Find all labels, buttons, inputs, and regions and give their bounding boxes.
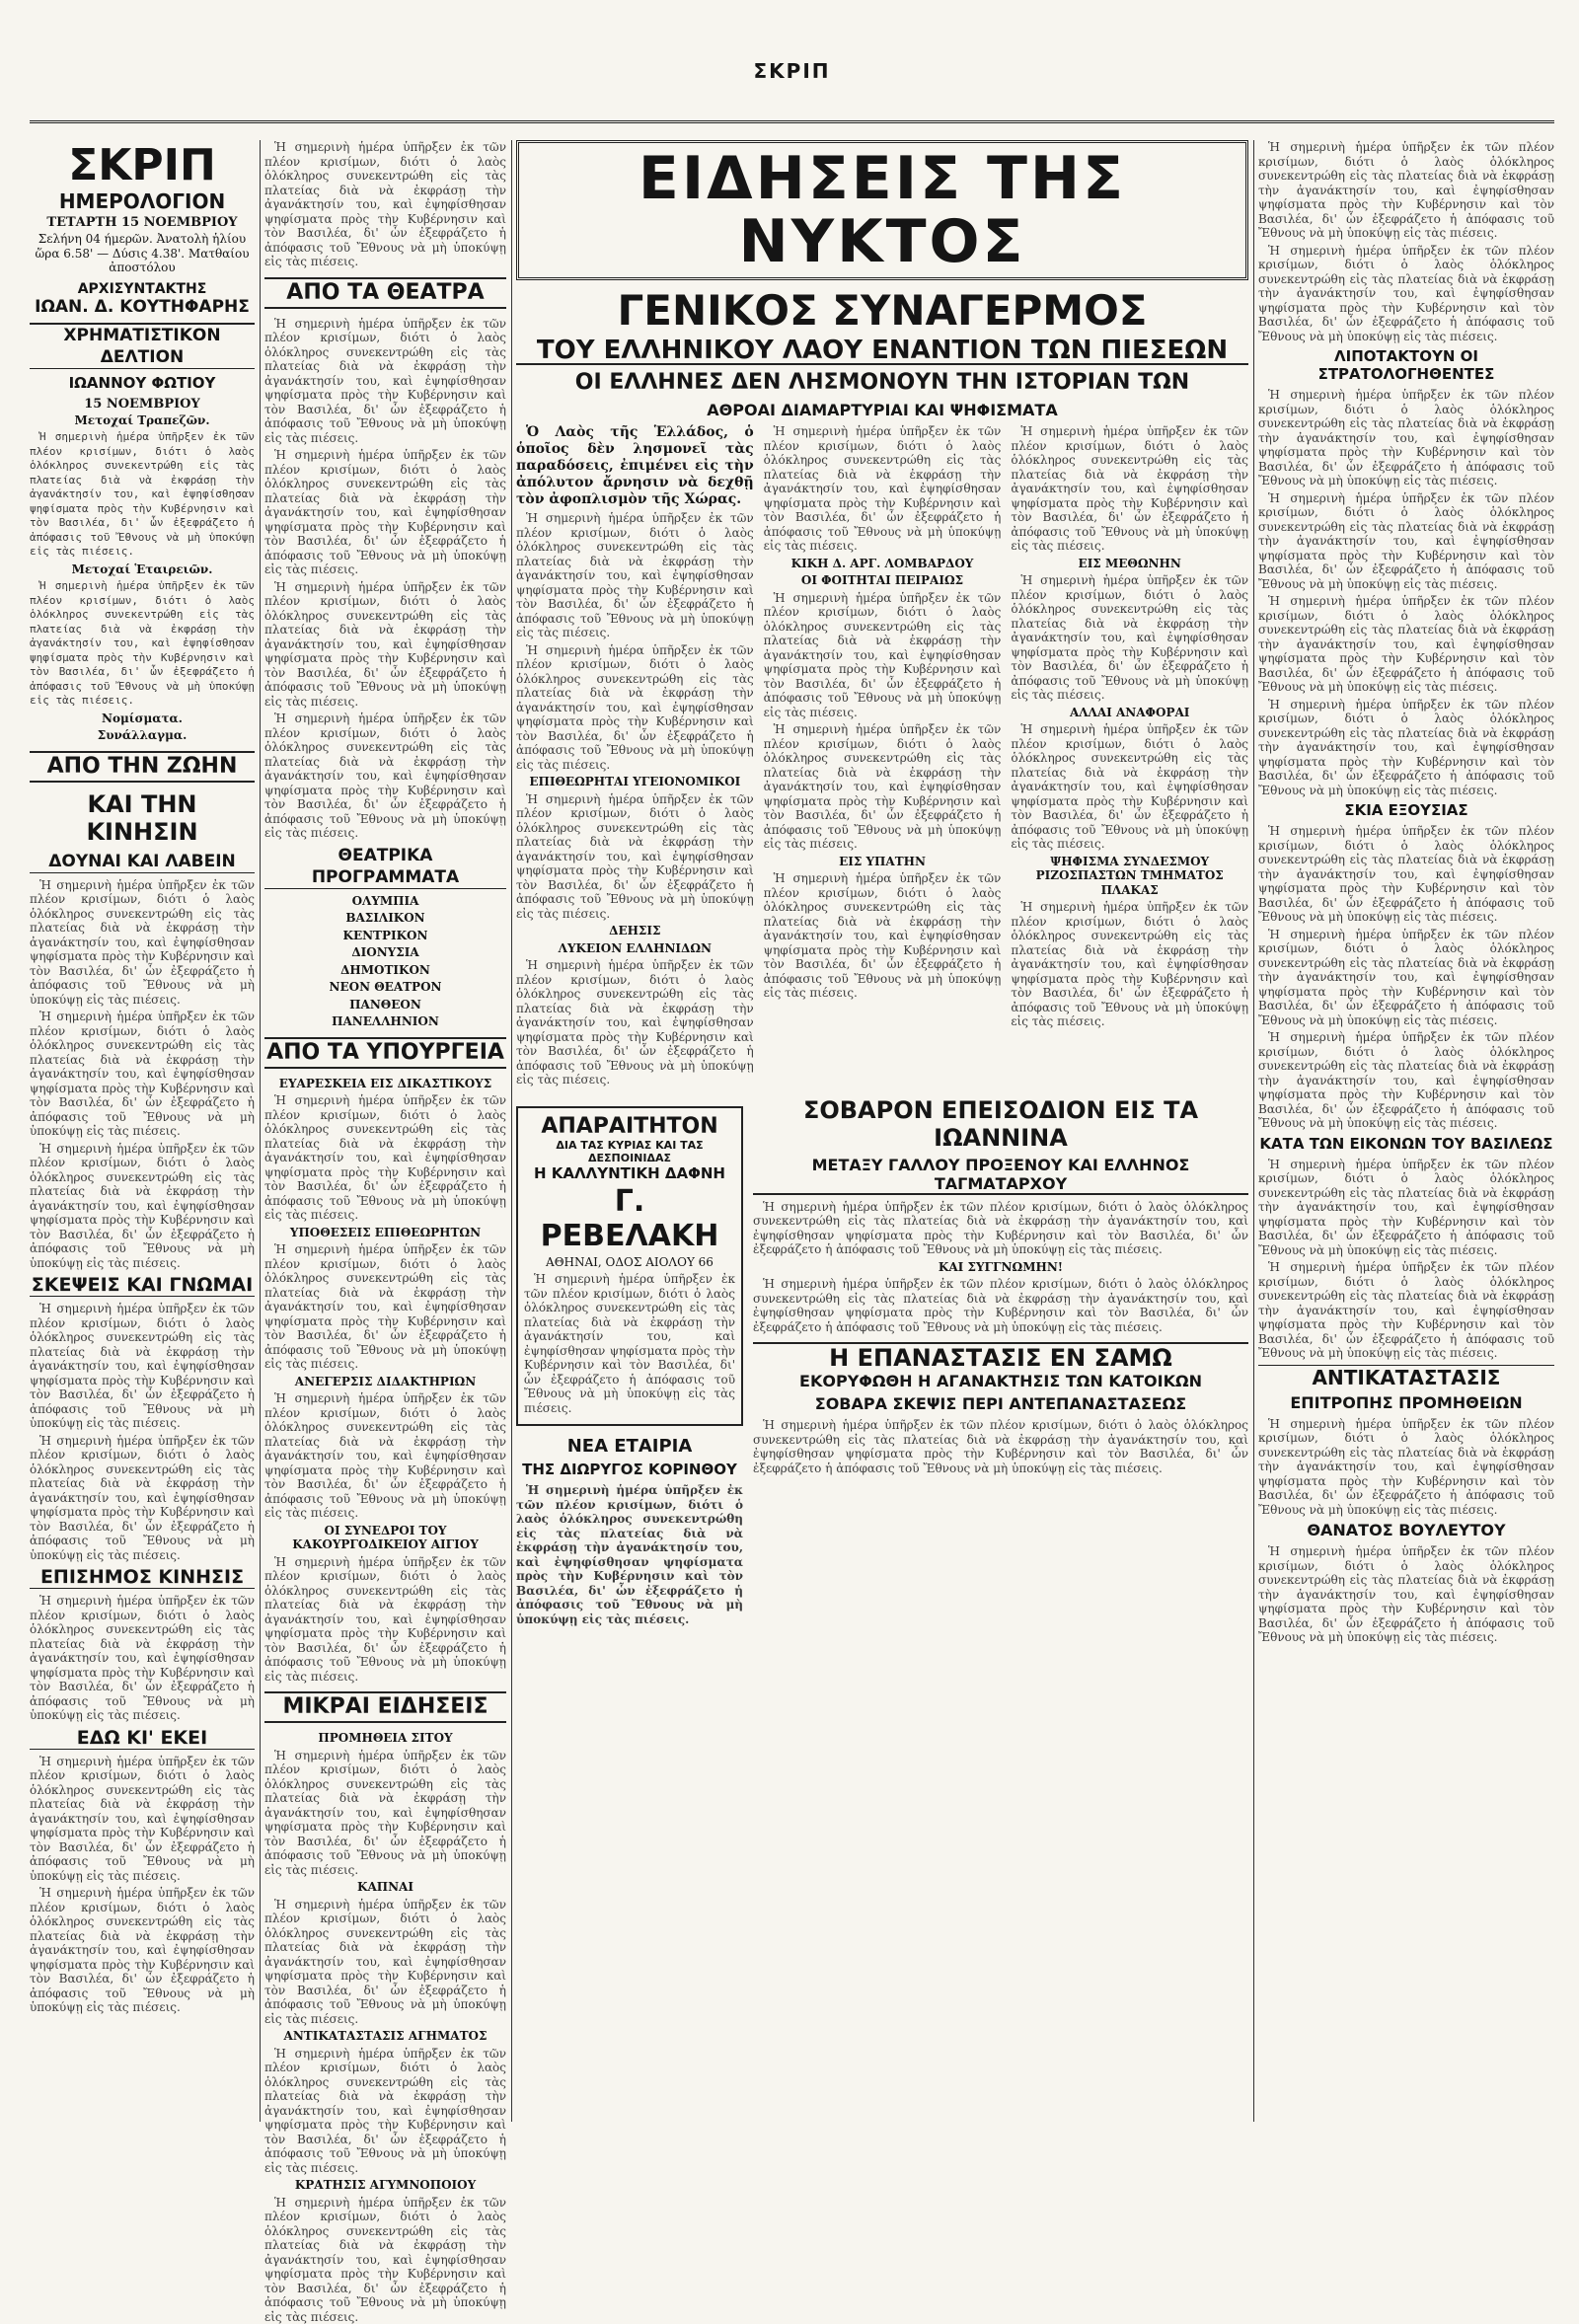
- subsection-title: ΛΥΚΕΙΟΝ ΕΛΛΗΝΙΔΩΝ: [516, 941, 754, 956]
- body-text: Ἡ σημερινὴ ἡμέρα ὑπῆρξεν ἐκ τῶν πλέον κρισίμων, διότι ὁ λαὸς ὁλόκληρος συνεκεντρώθη εἰς τὰς πλατείας διὰ νὰ ἐκφράσῃ τὴν ἀγανάκτησίν του, καὶ ἐψηφίσθησαν ψηφίσματα πρὸς τὴν Κυβέρνησιν καὶ τὸν Βασιλέα, δι' ὧν ἐξεφράζετο ἡ ἀπόφασις τοῦ Ἔθνους νὰ μὴ ὑποκύψῃ εἰς τὰς πιέσεις.: [1258, 594, 1554, 695]
- small-news-item: ΑΝΤΙΚΑΤΑΣΤΑΣΙΣ ΑΓΗΜΑΤΟΣ: [264, 2029, 506, 2044]
- company-subtitle: ΤΗΣ ΔΙΩΡΥΓΟΣ ΚΟΡΙΝΘΟΥ: [516, 1461, 743, 1478]
- body-text: Ἡ σημερινὴ ἡμέρα ὑπῆρξεν ἐκ τῶν πλέον κρισίμων, διότι ὁ λαὸς ὁλόκληρος συνεκεντρώθη εἰς τὰς πλατείας διὰ νὰ ἐκφράσῃ τὴν ἀγανάκτησίν του, καὶ ἐψηφίσθησαν ψηφίσματα πρὸς τὴν Κυβέρνησιν καὶ τὸν Βασιλέα, δι' ὧν ἐξεφράζετο ἡ ἀπόφασις τοῦ Ἔθνους νὰ μὴ ὑποκύψῃ εἰς τὰς πιέσεις.: [264, 1898, 506, 2027]
- committee-title: ΑΝΤΙΚΑΤΑΣΤΑΣΙΣ: [1258, 1365, 1554, 1389]
- small-news-item: ΠΡΟΜΗΘΕΙΑ ΣΙΤΟΥ: [264, 1731, 506, 1746]
- subsection-title: ΑΛΛΑΙ ΑΝΑΦΟΡΑΙ: [1011, 706, 1248, 720]
- life-title: ΑΠΟ ΤΗΝ ΖΩΗΝ: [30, 751, 255, 783]
- column-rule: [511, 140, 512, 2122]
- body-text: Ἡ σημερινὴ ἡμέρα ὑπῆρξεν ἐκ τῶν πλέον κρισίμων, διότι ὁ λαὸς ὁλόκληρος συνεκεντρώθη εἰς τὰς πλατείας διὰ νὰ ἐκφράσῃ τὴν ἀγανάκτησίν του, καὶ ἐψηφίσθησαν ψηφίσματα πρὸς τὴν Κυβέρνησιν καὶ τὸν Βασιλέα, δι' ὧν ἐξεφράζετο ἡ ἀπόφασις τοῦ Ἔθνους νὰ μὴ ὑποκύψῃ εἰς τὰς πιέσεις.: [1258, 928, 1554, 1028]
- subsection-title: ΕΙΣ ΥΠΑΤΗΝ: [764, 855, 1002, 869]
- ad-title: ΑΠΑΡΑΙΤΗΤΟΝ: [524, 1114, 735, 1139]
- body-text: Ἡ σημερινὴ ἡμέρα ὑπῆρξεν ἐκ τῶν πλέον κρισίμων, διότι ὁ λαὸς ὁλόκληρος συνεκεντρώθη εἰς τὰς πλατείας διὰ νὰ ἐκφράσῃ τὴν ἀγανάκτησίν του, καὶ ἐψηφίσθησαν ψηφίσματα πρὸς τὴν Κυβέρνησιν καὶ τὸν Βασιλέα, δι' ὧν ἐξεφράζετο ἡ ἀπόφασις τοῦ Ἔθνους νὰ μὴ ὑποκύψῃ εἰς τὰς πιέσεις.: [264, 1555, 506, 1685]
- body-text: Ἡ σημερινὴ ἡμέρα ὑπῆρξεν ἐκ τῶν πλέον κρισίμων, διότι ὁ λαὸς ὁλόκληρος συνεκεντρώθη εἰς τὰς πλατείας διὰ νὰ ἐκφράσῃ τὴν ἀγανάκτησίν του, καὶ ἐψηφίσθησαν ψηφίσματα πρὸς τὴν Κυβέρνησιν καὶ τὸν Βασιλέα, δι' ὧν ἐξεφράζετο ἡ ἀπόφασις τοῦ Ἔθνους νὰ μὴ ὑποκύψῃ εἰς τὰς πιέσεις.: [264, 1093, 506, 1223]
- column-left: [30, 140, 255, 2122]
- body-text: Ἡ σημερινὴ ἡμέρα ὑπῆρξεν ἐκ τῶν πλέον κρισίμων, διότι ὁ λαὸς ὁλόκληρος συνεκεντρώθη εἰς τὰς πλατείας διὰ νὰ ἐκφράσῃ τὴν ἀγανάκτησίν του, καὶ ἐψηφίσθησαν ψηφίσματα πρὸς τὴν Κυβέρνησιν καὶ τὸν Βασιλέα, δι' ὧν ἐξεφράζετο ἡ ἀπόφασις τοῦ Ἔθνους νὰ μὴ ὑποκύψῃ εἰς τὰς πιέσεις.: [30, 1594, 255, 1723]
- body-text: Ἡ σημερινὴ ἡμέρα ὑπῆρξεν ἐκ τῶν πλέον κρισίμων, διότι ὁ λαὸς ὁλόκληρος συνεκεντρώθη εἰς τὰς πλατείας διὰ νὰ ἐκφράσῃ τὴν ἀγανάκτησίν του, καὶ ἐψηφίσθησαν ψηφίσματα πρὸς τὴν Κυβέρνησιν καὶ τὸν Βασιλέα, δι' ὧν ἐξεφράζετο ἡ ἀπόφασις τοῦ Ἔθνους νὰ μὴ ὑποκύψῃ εἰς τὰς πιέσεις.: [1011, 900, 1248, 1029]
- subsection-title: ΕΙΣ ΜΕΘΩΝΗΝ: [1011, 557, 1248, 571]
- column-main: [516, 140, 1248, 2122]
- subsection-title: ΔΕΗΣΙΣ: [516, 924, 754, 938]
- body-text: Ἡ σημερινὴ ἡμέρα ὑπῆρξεν ἐκ τῶν πλέον κρισίμων, διότι ὁ λαὸς ὁλόκληρος συνεκεντρώθη εἰς τὰς πλατείας διὰ νὰ ἐκφράσῃ τὴν ἀγανάκτησίν του, καὶ ἐψηφίσθησαν ψηφίσματα πρὸς τὴν Κυβέρνησιν καὶ τὸν Βασιλέα, δι' ὧν ἐξεφράζετο ἡ ἀπόφασις τοῦ Ἔθνους νὰ μὴ ὑποκύψῃ εἰς τὰς πιέσεις.: [264, 2196, 506, 2324]
- signature: ΚΙΚΗ Δ. ΑΡΓ. ΛΟΜΒΑΡΔΟΥ: [764, 557, 1002, 571]
- lower-columns: [516, 1096, 1248, 1630]
- lead-column-a: [516, 424, 754, 1090]
- finance-title: ΧΡΗΜΑΤΙΣΤΙΚΟΝ ΔΕΛΤΙΟΝ: [30, 323, 255, 369]
- theatre-name: ΠΑΝΕΛΛΗΝΙΟΝ: [264, 1014, 506, 1029]
- here-there-title: ΕΔΩ ΚΙ' ΕΚΕΙ: [30, 1727, 255, 1750]
- ad-name: Γ. ΡΕΒΕΛΑΚΗ: [524, 1184, 735, 1253]
- body-text: Ἡ σημερινὴ ἡμέρα ὑπῆρξεν ἐκ τῶν πλέον κρισίμων, διότι ὁ λαὸς ὁλόκληρος συνεκεντρώθη εἰς τὰς πλατείας διὰ νὰ ἐκφράσῃ τὴν ἀγανάκτησίν του, καὶ ἐψηφίσθησαν ψηφίσματα πρὸς τὴν Κυβέρνησιν καὶ τὸν Βασιλέα, δι' ὧν ἐξεφράζετο ἡ ἀπόφασις τοῦ Ἔθνους νὰ μὴ ὑποκύψῃ εἰς τὰς πιέσεις.: [753, 1200, 1248, 1257]
- subsection-title: ΕΠΙΘΕΩΡΗΤΑΙ ΥΓΕΙΟΝΟΜΙΚΟΙ: [516, 775, 754, 789]
- body-text: Ἡ σημερινὴ ἡμέρα ὑπῆρξεν ἐκ τῶν πλέον κρισίμων, διότι ὁ λαὸς ὁλόκληρος συνεκεντρώθη εἰς τὰς πλατείας διὰ νὰ ἐκφράσῃ τὴν ἀγανάκτησίν του, καὶ ἐψηφίσθησαν ψηφίσματα πρὸς τὴν Κυβέρνησιν καὶ τὸν Βασιλέα, δι' ὧν ἐξεφράζετο ἡ ἀπόφασις τοῦ Ἔθνους νὰ μὴ ὑποκύψῃ εἰς τὰς πιέσεις.: [264, 1749, 506, 1878]
- official-title: ΕΠΙΣΗΜΟΣ ΚΙΝΗΣΙΣ: [30, 1566, 255, 1589]
- column-second: [264, 140, 506, 2122]
- column-right: [1258, 140, 1554, 2122]
- body-text: Ἡ σημερινὴ ἡμέρα ὑπῆρξεν ἐκ τῶν πλέον κρισίμων, διότι ὁ λαὸς ὁλόκληρος συνεκεντρώθη εἰς τὰς πλατείας διὰ νὰ ἐκφράσῃ τὴν ἀγανάκτησίν του, καὶ ἐψηφίσθησαν ψηφίσματα πρὸς τὴν Κυβέρνησιν καὶ τὸν Βασιλέα, δι' ὧν ἐξεφράζετο ἡ ἀπόφασις τοῦ Ἔθνους νὰ μὴ ὑποκύψῃ εἰς τὰς πιέσεις.: [516, 1483, 743, 1626]
- body-text: Ἡ σημερινὴ ἡμέρα ὑπῆρξεν ἐκ τῶν πλέον κρισίμων, διότι ὁ λαὸς ὁλόκληρος συνεκεντρώθη εἰς τὰς πλατείας διὰ νὰ ἐκφράσῃ τὴν ἀγανάκτησίν του, καὶ ἐψηφίσθησαν ψηφίσματα πρὸς τὴν Κυβέρνησιν καὶ τὸν Βασιλέα, δι' ὧν ἐξεφράζετο ἡ ἀπόφασις τοῦ Ἔθνους νὰ μὴ ὑποκύψῃ εἰς τὰς πιέσεις.: [264, 1391, 506, 1521]
- body-text: Ἡ σημερινὴ ἡμέρα ὑπῆρξεν ἐκ τῶν πλέον κρισίμων, διότι ὁ λαὸς ὁλόκληρος συνεκεντρώθη εἰς τὰς πλατείας διὰ νὰ ἐκφράσῃ τὴν ἀγανάκτησίν του, καὶ ἐψηφίσθησαν ψηφίσματα πρὸς τὴν Κυβέρνησιν καὶ τὸν Βασιλέα, δι' ὧν ἐξεφράζετο ἡ ἀπόφασις τοῦ Ἔθνους νὰ μὴ ὑποκύψῃ εἰς τὰς πιέσεις.: [264, 712, 506, 841]
- ioannina-article: [753, 1096, 1248, 1630]
- column-rule: [260, 140, 261, 2122]
- body-text: Ἡ σημερινὴ ἡμέρα ὑπῆρξεν ἐκ τῶν πλέον κρισίμων, διότι ὁ λαὸς ὁλόκληρος συνεκεντρώθη εἰς τὰς πλατείας διὰ νὰ ἐκφράσῃ τὴν ἀγανάκτησίν του, καὶ ἐψηφίσθησαν ψηφίσματα πρὸς τὴν Κυβέρνησιν καὶ τὸν Βασιλέα, δι' ὧν ἐξεφράζετο ἡ ἀπόφασις τοῦ Ἔθνους νὰ μὴ ὑποκύψῃ εἰς τὰς πιέσεις.: [764, 424, 1002, 554]
- life-subtitle: ΚΑΙ ΤΗΝ ΚΙΝΗΣΙΝ: [30, 790, 255, 846]
- body-text: Ἡ σημερινὴ ἡμέρα ὑπῆρξεν ἐκ τῶν πλέον κρισίμων, διότι ὁ λαὸς ὁλόκληρος συνεκεντρώθη εἰς τὰς πλατείας διὰ νὰ ἐκφράσῃ τὴν ἀγανάκτησίν του, καὶ ἐψηφίσθησαν ψηφίσματα πρὸς τὴν Κυβέρνησιν καὶ τὸν Βασιλέα, δι' ὧν ἐξεφράζετο ἡ ἀπόφασις τοῦ Ἔθνους νὰ μὴ ὑποκύψῃ εἰς τὰς πιέσεις.: [264, 1242, 506, 1372]
- ioannina-side: ΚΑΙ ΣΥΓΓΝΩΜΗΝ!: [753, 1260, 1248, 1275]
- icons-title: ΚΑΤΑ ΤΩΝ ΕΙΚΟΝΩΝ ΤΟΥ ΒΑΣΙΛΕΩΣ: [1258, 1135, 1554, 1153]
- body-text: Ἡ σημερινὴ ἡμέρα ὑπῆρξεν ἐκ τῶν πλέον κρισίμων, διότι ὁ λαὸς ὁλόκληρος συνεκεντρώθη εἰς τὰς πλατείας διὰ νὰ ἐκφράσῃ τὴν ἀγανάκτησίν του, καὶ ἐψηφίσθησαν ψηφίσματα πρὸς τὴν Κυβέρνησιν καὶ τὸν Βασιλέα, δι' ὧν ἐξεφράζετο ἡ ἀπόφασις τοῦ Ἔθνους νὰ μὴ ὑποκύψῃ εἰς τὰς πιέσεις.: [1258, 1158, 1554, 1258]
- body-text: Ἡ σημερινὴ ἡμέρα ὑπῆρξεν ἐκ τῶν πλέον κρισίμων, διότι ὁ λαὸς ὁλόκληρος συνεκεντρώθη εἰς τὰς πλατείας διὰ νὰ ἐκφράσῃ τὴν ἀγανάκτησίν του, καὶ ἐψηφίσθησαν ψηφίσματα πρὸς τὴν Κυβέρνησιν καὶ τὸν Βασιλέα, δι' ὧν ἐξεφράζετο ἡ ἀπόφασις τοῦ Ἔθνους νὰ μὴ ὑποκύψῃ εἰς τὰς πιέσεις.: [764, 591, 1002, 720]
- body-text: Ἡ σημερινὴ ἡμέρα ὑπῆρξεν ἐκ τῶν πλέον κρισίμων, διότι ὁ λαὸς ὁλόκληρος συνεκεντρώθη εἰς τὰς πλατείας διὰ νὰ ἐκφράσῃ τὴν ἀγανάκτησίν του, καὶ ἐψηφίσθησαν ψηφίσματα πρὸς τὴν Κυβέρνησιν καὶ τὸν Βασιλέα, δι' ὧν ἐξεφράζετο ἡ ἀπόφασις τοῦ Ἔθνους νὰ μὴ ὑποκύψῃ εἰς τὰς πιέσεις.: [264, 580, 506, 710]
- body-text: Ἡ σημερινὴ ἡμέρα ὑπῆρξεν ἐκ τῶν πλέον κρισίμων, διότι ὁ λαὸς ὁλόκληρος συνεκεντρώθη εἰς τὰς πλατείας διὰ νὰ ἐκφράσῃ τὴν ἀγανάκτησίν του, καὶ ἐψηφίσθησαν ψηφίσματα πρὸς τὴν Κυβέρνησιν καὶ τὸν Βασιλέα, δι' ὧν ἐξεφράζετο ἡ ἀπόφασις τοῦ Ἔθνους νὰ μὴ ὑποκύψῃ εἰς τὰς πιέσεις.: [764, 722, 1002, 852]
- column-rule: [1253, 140, 1254, 2122]
- theatre-name: ΚΕΝΤΡΙΚΟΝ: [264, 929, 506, 943]
- body-text: Ἡ σημερινὴ ἡμέρα ὑπῆρξεν ἐκ τῶν πλέον κρισίμων, διότι ὁ λαὸς ὁλόκληρος συνεκεντρώθη εἰς τὰς πλατείας διὰ νὰ ἐκφράσῃ τὴν ἀγανάκτησίν του, καὶ ἐψηφίσθησαν ψηφίσματα πρὸς τὴν Κυβέρνησιν καὶ τὸν Βασιλέα, δι' ὧν ἐξεφράζετο ἡ ἀπόφασις τοῦ Ἔθνους νὰ μὴ ὑποκύψῃ εἰς τὰς πιέσεις.: [516, 792, 754, 922]
- body-text: Ἡ σημερινὴ ἡμέρα ὑπῆρξεν ἐκ τῶν πλέον κρισίμων, διότι ὁ λαὸς ὁλόκληρος συνεκεντρώθη εἰς τὰς πλατείας διὰ νὰ ἐκφράσῃ τὴν ἀγανάκτησίν του, καὶ ἐψηφίσθησαν ψηφίσματα πρὸς τὴν Κυβέρνησιν καὶ τὸν Βασιλέα, δι' ὧν ἐξεφράζετο ἡ ἀπόφασις τοῦ Ἔθνους νὰ μὴ ὑποκύψῃ εἰς τὰς πιέσεις.: [1011, 573, 1248, 703]
- paper-name: ΣΚΡΙΠ: [30, 142, 255, 189]
- body-text: Ἡ σημερινὴ ἡμέρα ὑπῆρξεν ἐκ τῶν πλέον κρισίμων, διότι ὁ λαὸς ὁλόκληρος συνεκεντρώθη εἰς τὰς πλατείας διὰ νὰ ἐκφράσῃ τὴν ἀγανάκτησίν του, καὶ ἐψηφίσθησαν ψηφίσματα πρὸς τὴν Κυβέρνησιν καὶ τὸν Βασιλέα, δι' ὧν ἐξεφράζετο ἡ ἀπόφασις τοῦ Ἔθνους νὰ μὴ ὑποκύψῃ εἰς τὰς πιέσεις.: [1258, 1544, 1554, 1645]
- headline-1: ΓΕΝΙΚΟΣ ΣΥΝΑΓΕΡΜΟΣ: [516, 288, 1248, 334]
- newspaper-page: [30, 59, 1554, 2122]
- ad-subtitle-2: Η ΚΑΛΛΥΝΤΙΚΗ ΔΑΦΝΗ: [524, 1164, 735, 1182]
- body-text: Ἡ σημερινὴ ἡμέρα ὑπῆρξεν ἐκ τῶν πλέον κρισίμων, διότι ὁ λαὸς ὁλόκληρος συνεκεντρώθη εἰς τὰς πλατείας διὰ νὰ ἐκφράσῃ τὴν ἀγανάκτησίν του, καὶ ἐψηφίσθησαν ψηφίσματα πρὸς τὴν Κυβέρνησιν καὶ τὸν Βασιλέα, δι' ὧν ἐξεφράζετο ἡ ἀπόφασις τοῦ Ἔθνους νὰ μὴ ὑποκύψῃ εἰς τὰς πιέσεις.: [30, 579, 255, 709]
- theatre-title: ΑΠΟ ΤΑ ΘΕΑΤΡΑ: [264, 277, 506, 309]
- body-text: Ἡ σημερινὴ ἡμέρα ὑπῆρξεν ἐκ τῶν πλέον κρισίμων, διότι ὁ λαὸς ὁλόκληρος συνεκεντρώθη εἰς τὰς πλατείας διὰ νὰ ἐκφράσῃ τὴν ἀγανάκτησίν του, καὶ ἐψηφίσθησαν ψηφίσματα πρὸς τὴν Κυβέρνησιν καὶ τὸν Βασιλέα, δι' ὧν ἐξεφράζετο ἡ ἀπόφασις τοῦ Ἔθνους νὰ μὴ ὑποκύψῃ εἰς τὰς πιέσεις.: [30, 1010, 255, 1139]
- body-text: Ἡ σημερινὴ ἡμέρα ὑπῆρξεν ἐκ τῶν πλέον κρισίμων, διότι ὁ λαὸς ὁλόκληρος συνεκεντρώθη εἰς τὰς πλατείας διὰ νὰ ἐκφράσῃ τὴν ἀγανάκτησίν του, καὶ ἐψηφίσθησαν ψηφίσματα πρὸς τὴν Κυβέρνησιν καὶ τὸν Βασιλέα, δι' ὧν ἐξεφράζετο ἡ ἀπόφασις τοῦ Ἔθνους νὰ μὴ ὑποκύψῃ εἰς τὰς πιέσεις.: [264, 448, 506, 577]
- ministries-title: ΑΠΟ ΤΑ ΥΠΟΥΡΓΕΙΑ: [264, 1037, 506, 1069]
- body-text: Ἡ σημερινὴ ἡμέρα ὑπῆρξεν ἐκ τῶν πλέον κρισίμων, διότι ὁ λαὸς ὁλόκληρος συνεκεντρώθη εἰς τὰς πλατείας διὰ νὰ ἐκφράσῃ τὴν ἀγανάκτησίν του, καὶ ἐψηφίσθησαν ψηφίσματα πρὸς τὴν Κυβέρνησιν καὶ τὸν Βασιλέα, δι' ὧν ἐξεφράζετο ἡ ἀπόφασις τοῦ Ἔθνους νὰ μὴ ὑποκύψῃ εἰς τὰς πιέσεις.: [1011, 722, 1248, 852]
- committee-subtitle: ΕΠΙΤΡΟΠΗΣ ΠΡΟΜΗΘΕΙΩΝ: [1258, 1393, 1554, 1412]
- body-text: Ἡ σημερινὴ ἡμέρα ὑπῆρξεν ἐκ τῶν πλέον κρισίμων, διότι ὁ λαὸς ὁλόκληρος συνεκεντρώθη εἰς τὰς πλατείας διὰ νὰ ἐκφράσῃ τὴν ἀγανάκτησίν του, καὶ ἐψηφίσθησαν ψηφίσματα πρὸς τὴν Κυβέρνησιν καὶ τὸν Βασιλέα, δι' ὧν ἐξεφράζετο ἡ ἀπόφασις τοῦ Ἔθνους νὰ μὴ ὑποκύψῃ εἰς τὰς πιέσεις.: [753, 1418, 1248, 1475]
- body-text: Ἡ σημερινὴ ἡμέρα ὑπῆρξεν ἐκ τῶν πλέον κρισίμων, διότι ὁ λαὸς ὁλόκληρος συνεκεντρώθη εἰς τὰς πλατείας διὰ νὰ ἐκφράσῃ τὴν ἀγανάκτησίν του, καὶ ἐψηφίσθησαν ψηφίσματα πρὸς τὴν Κυβέρνησιν καὶ τὸν Βασιλέα, δι' ὧν ἐξεφράζετο ἡ ἀπόφασις τοῦ Ἔθνους νὰ μὴ ὑποκύψῃ εἰς τὰς πιέσεις.: [264, 2047, 506, 2176]
- programs-title: ΘΕΑΤΡΙΚΑ ΠΡΟΓΡΑΜΜΑΤΑ: [264, 845, 506, 889]
- theatre-name: ΠΑΝΘΕΟΝ: [264, 998, 506, 1012]
- finance-bonds: Μετοχαί Ἑταιρειῶν.: [30, 562, 255, 577]
- headline-2: ΤΟΥ ΕΛΛΗΝΙΚΟΥ ΛΑΟΥ ΕΝΑΝΤΙΟΝ ΤΩΝ ΠΙΕΣΕΩΝ: [516, 337, 1248, 365]
- body-text: Ἡ σημερινὴ ἡμέρα ὑπῆρξεν ἐκ τῶν πλέον κρισίμων, διότι ὁ λαὸς ὁλόκληρος συνεκεντρώθη εἰς τὰς πλατείας διὰ νὰ ἐκφράσῃ τὴν ἀγανάκτησίν του, καὶ ἐψηφίσθησαν ψηφίσματα πρὸς τὴν Κυβέρνησιν καὶ τὸν Βασιλέα, δι' ὧν ἐξεφράζετο ἡ ἀπόφασις τοῦ Ἔθνους νὰ μὴ ὑποκύψῃ εἰς τὰς πιέσεις.: [30, 1142, 255, 1271]
- army-title: ΛΙΠΟΤΑΚΤΟΥΝ ΟΙ ΣΤΡΑΤΟΛΟΓΗΘΕΝΤΕΣ: [1258, 347, 1554, 383]
- body-text: Ἡ σημερινὴ ἡμέρα ὑπῆρξεν ἐκ τῶν πλέον κρισίμων, διότι ὁ λαὸς ὁλόκληρος συνεκεντρώθη εἰς τὰς πλατείας διὰ νὰ ἐκφράσῃ τὴν ἀγανάκτησίν του, καὶ ἐψηφίσθησαν ψηφίσματα πρὸς τὴν Κυβέρνησιν καὶ τὸν Βασιλέα, δι' ὧν ἐξεφράζετο ἡ ἀπόφασις τοῦ Ἔθνους νὰ μὴ ὑποκύψῃ εἰς τὰς πιέσεις.: [1258, 1260, 1554, 1361]
- body-text: Ἡ σημερινὴ ἡμέρα ὑπῆρξεν ἐκ τῶν πλέον κρισίμων, διότι ὁ λαὸς ὁλόκληρος συνεκεντρώθη εἰς τὰς πλατείας διὰ νὰ ἐκφράσῃ τὴν ἀγανάκτησίν του, καὶ ἐψηφίσθησαν ψηφίσματα πρὸς τὴν Κυβέρνησιν καὶ τὸν Βασιλέα, δι' ὧν ἐξεφράζετο ἡ ἀπόφασις τοῦ Ἔθνους νὰ μὴ ὑποκύψῃ εἰς τὰς πιέσεις.: [516, 643, 754, 773]
- body-text: Ἡ σημερινὴ ἡμέρα ὑπῆρξεν ἐκ τῶν πλέον κρισίμων, διότι ὁ λαὸς ὁλόκληρος συνεκεντρώθη εἰς τὰς πλατείας διὰ νὰ ἐκφράσῃ τὴν ἀγανάκτησίν του, καὶ ἐψηφίσθησαν ψηφίσματα πρὸς τὴν Κυβέρνησιν καὶ τὸν Βασιλέα, δι' ὧν ἐξεφράζετο ἡ ἀπόφασις τοῦ Ἔθνους νὰ μὴ ὑποκύψῃ εἰς τὰς πιέσεις.: [1258, 388, 1554, 488]
- masthead: ΣΚΡΙΠ: [30, 59, 1554, 120]
- small-news-title: ΜΙΚΡΑΙ ΕΙΔΗΣΕΙΣ: [264, 1691, 506, 1723]
- body-text: Ἡ σημερινὴ ἡμέρα ὑπῆρξεν ἐκ τῶν πλέον κρισίμων, διότι ὁ λαὸς ὁλόκληρος συνεκεντρώθη εἰς τὰς πλατείας διὰ νὰ ἐκφράσῃ τὴν ἀγανάκτησίν του, καὶ ἐψηφίσθησαν ψηφίσματα πρὸς τὴν Κυβέρνησιν καὶ τὸν Βασιλέα, δι' ὧν ἐξεφράζετο ἡ ἀπόφασις τοῦ Ἔθνους νὰ μὴ ὑποκύψῃ εἰς τὰς πιέσεις.: [1258, 140, 1554, 241]
- top-rule: [30, 120, 1554, 123]
- subsection-title: ΟΙ ΦΟΙΤΗΤΑΙ ΠΕΙΡΑΙΩΣ: [764, 573, 1002, 588]
- body-text: Ἡ σημερινὴ ἡμέρα ὑπῆρξεν ἐκ τῶν πλέον κρισίμων, διότι ὁ λαὸς ὁλόκληρος συνεκεντρώθη εἰς τὰς πλατείας διὰ νὰ ἐκφράσῃ τὴν ἀγανάκτησίν του, καὶ ἐψηφίσθησαν ψηφίσματα πρὸς τὴν Κυβέρνησιν καὶ τὸν Βασιλέα, δι' ὧν ἐξεφράζετο ἡ ἀπόφασις τοῦ Ἔθνους νὰ μὴ ὑποκύψῃ εἰς τὰς πιέσεις.: [753, 1277, 1248, 1334]
- lead-columns: [516, 424, 1248, 1090]
- thoughts-title: ΣΚΕΨΕΙΣ ΚΑΙ ΓΝΩΜΑΙ: [30, 1274, 255, 1297]
- body-text: Ἡ σημερινὴ ἡμέρα ὑπῆρξεν ἐκ τῶν πλέον κρισίμων, διότι ὁ λαὸς ὁλόκληρος συνεκεντρώθη εἰς τὰς πλατείας διὰ νὰ ἐκφράσῃ τὴν ἀγανάκτησίν του, καὶ ἐψηφίσθησαν ψηφίσματα πρὸς τὴν Κυβέρνησιν καὶ τὸν Βασιλέα, δι' ὧν ἐξεφράζετο ἡ ἀπόφασις τοῦ Ἔθνους νὰ μὴ ὑποκύψῃ εἰς τὰς πιέσεις.: [1258, 491, 1554, 592]
- body-text: Ἡ σημερινὴ ἡμέρα ὑπῆρξεν ἐκ τῶν πλέον κρισίμων, διότι ὁ λαὸς ὁλόκληρος συνεκεντρώθη εἰς τὰς πλατείας διὰ νὰ ἐκφράσῃ τὴν ἀγανάκτησίν του, καὶ ἐψηφίσθησαν ψηφίσματα πρὸς τὴν Κυβέρνησιν καὶ τὸν Βασιλέα, δι' ὧν ἐξεφράζετο ἡ ἀπόφασις τοῦ Ἔθνους νὰ μὴ ὑποκύψῃ εἰς τὰς πιέσεις.: [516, 958, 754, 1087]
- theatre-name: ΒΑΣΙΛΙΚΟΝ: [264, 911, 506, 926]
- ministry-item: ΕΥΑΡΕΣΚΕΙΑ ΕΙΣ ΔΙΚΑΣΤΙΚΟΥΣ: [264, 1077, 506, 1091]
- almanac: Σελήνη 04 ήμερῶν. Ἀνατολὴ ἡλίου ὥρα 6.58' — Δύσις 4.38'. Ματθαίου ἀποστόλου: [30, 232, 255, 275]
- body-text: Ἡ σημερινὴ ἡμέρα ὑπῆρξεν ἐκ τῶν πλέον κρισίμων, διότι ὁ λαὸς ὁλόκληρος συνεκεντρώθη εἰς τὰς πλατείας διὰ νὰ ἐκφράσῃ τὴν ἀγανάκτησίν του, καὶ ἐψηφίσθησαν ψηφίσματα πρὸς τὴν Κυβέρνησιν καὶ τὸν Βασιλέα, δι' ὧν ἐξεφράζετο ἡ ἀπόφασις τοῦ Ἔθνους νὰ μὴ ὑποκύψῃ εἰς τὰς πιέσεις.: [1258, 698, 1554, 798]
- ad-revelaki: [516, 1106, 743, 1427]
- body-text: Ἡ σημερινὴ ἡμέρα ὑπῆρξεν ἐκ τῶν πλέον κρισίμων, διότι ὁ λαὸς ὁλόκληρος συνεκεντρώθη εἰς τὰς πλατείας διὰ νὰ ἐκφράσῃ τὴν ἀγανάκτησίν του, καὶ ἐψηφίσθησαν ψηφίσματα πρὸς τὴν Κυβέρνησιν καὶ τὸν Βασιλέα, δι' ὧν ἐξεφράζετο ἡ ἀπόφασις τοῦ Ἔθνους νὰ μὴ ὑποκύψῃ εἰς τὰς πιέσεις.: [30, 1755, 255, 1884]
- body-text: Ἡ σημερινὴ ἡμέρα ὑπῆρξεν ἐκ τῶν πλέον κρισίμων, διότι ὁ λαὸς ὁλόκληρος συνεκεντρώθη εἰς τὰς πλατείας διὰ νὰ ἐκφράσῃ τὴν ἀγανάκτησίν του, καὶ ἐψηφίσθησαν ψηφίσματα πρὸς τὴν Κυβέρνησιν καὶ τὸν Βασιλέα, δι' ὧν ἐξεφράζετο ἡ ἀπόφασις τοῦ Ἔθνους νὰ μὴ ὑποκύψῃ εἰς τὰς πιέσεις.: [1258, 1030, 1554, 1131]
- death-title: ΘΑΝΑΤΟΣ ΒΟΥΛΕΥΤΟΥ: [1258, 1521, 1554, 1539]
- body-text: Ἡ σημερινὴ ἡμέρα ὑπῆρξεν ἐκ τῶν πλέον κρισίμων, διότι ὁ λαὸς ὁλόκληρος συνεκεντρώθη εἰς τὰς πλατείας διὰ νὰ ἐκφράσῃ τὴν ἀγανάκτησίν του, καὶ ἐψηφίσθησαν ψηφίσματα πρὸς τὴν Κυβέρνησιν καὶ τὸν Βασιλέα, δι' ὧν ἐξεφράζετο ἡ ἀπόφασις τοῦ Ἔθνους νὰ μὴ ὑποκύψῃ εἰς τὰς πιέσεις.: [1258, 824, 1554, 925]
- ioannina-subtitle: ΜΕΤΑΞΥ ΓΑΛΛΟΥ ΠΡΟΞΕΝΟΥ ΚΑΙ ΕΛΛΗΝΟΣ ΤΑΓΜΑΤΑΡΧΟΥ: [753, 1156, 1248, 1195]
- body-text: Ἡ σημερινὴ ἡμέρα ὑπῆρξεν ἐκ τῶν πλέον κρισίμων, διότι ὁ λαὸς ὁλόκληρος συνεκεντρώθη εἰς τὰς πλατείας διὰ νὰ ἐκφράσῃ τὴν ἀγανάκτησίν του, καὶ ἐψηφίσθησαν ψηφίσματα πρὸς τὴν Κυβέρνησιν καὶ τὸν Βασιλέα, δι' ὧν ἐξεφράζετο ἡ ἀπόφασις τοῦ Ἔθνους νὰ μὴ ὑποκύψῃ εἰς τὰς πιέσεις.: [30, 1302, 255, 1431]
- samos-subtitle: ΕΚΟΡΥΦΩΘΗ Η ΑΓΑΝΑΚΤΗΣΙΣ ΤΩΝ ΚΑΤΟΙΚΩΝ: [753, 1372, 1248, 1390]
- subsection-title: ΨΗΦΙΣΜΑ ΣΥΝΔΕΣΜΟΥ ΡΙΖΟΣΠΑΣΤΩΝ ΤΜΗΜΑΤΟΣ ΠΛΑΚΑΣ: [1011, 855, 1248, 898]
- editor-label: ΑΡΧΙΣΥΝΤΑΚΤΗΣ: [30, 281, 255, 297]
- headline-3: ΟΙ ΕΛΛΗΝΕΣ ΔΕΝ ΛΗΣΜΟΝΟΥΝ ΤΗΝ ΙΣΤΟΡΙΑΝ ΤΩΝ: [516, 370, 1248, 396]
- lead-column-c: [1011, 424, 1248, 1090]
- issue-date: ΤΕΤΑΡΤΗ 15 ΝΟΕΜΒΡΙΟΥ: [30, 215, 255, 230]
- body-text: Ἡ σημερινὴ ἡμέρα ὑπῆρξεν ἐκ τῶν πλέον κρισίμων, διότι ὁ λαὸς ὁλόκληρος συνεκεντρώθη εἰς τὰς πλατείας διὰ νὰ ἐκφράσῃ τὴν ἀγανάκτησίν του, καὶ ἐψηφίσθησαν ψηφίσματα πρὸς τὴν Κυβέρνησιν καὶ τὸν Βασιλέα, δι' ὧν ἐξεφράζετο ἡ ἀπόφασις τοῦ Ἔθνους νὰ μὴ ὑποκύψῃ εἰς τὰς πιέσεις.: [1258, 244, 1554, 344]
- body-text: Ἡ σημερινὴ ἡμέρα ὑπῆρξεν ἐκ τῶν πλέον κρισίμων, διότι ὁ λαὸς ὁλόκληρος συνεκεντρώθη εἰς τὰς πλατείας διὰ νὰ ἐκφράσῃ τὴν ἀγανάκτησίν του, καὶ ἐψηφίσθησαν ψηφίσματα πρὸς τὴν Κυβέρνησιν καὶ τὸν Βασιλέα, δι' ὧν ἐξεφράζετο ἡ ἀπόφασις τοῦ Ἔθνους νὰ μὴ ὑποκύψῃ εἰς τὰς πιέσεις.: [764, 871, 1002, 1001]
- samos-subtitle-2: ΣΟΒΑΡΑ ΣΚΕΨΙΣ ΠΕΡΙ ΑΝΤΕΠΑΝΑΣΤΑΣΕΩΣ: [753, 1394, 1248, 1413]
- ads-column: [516, 1096, 743, 1630]
- samos-title: Η ΕΠΑΝΑΣΤΑΣΙΣ ΕΝ ΣΑΜΩ: [753, 1342, 1248, 1372]
- editor-name: ΙΩΑΝ. Δ. ΚΟΥΤΗΦΑΡΗΣ: [30, 297, 255, 317]
- lead-column-b: [764, 424, 1002, 1090]
- finance-author: ΙΩΑΝΝΟΥ ΦΩΤΙΟΥ: [30, 374, 255, 392]
- theatre-name: ΟΛΥΜΠΙΑ: [264, 894, 506, 909]
- main-banner: [516, 140, 1248, 280]
- ioannina-title: ΣΟΒΑΡΟΝ ΕΠΕΙΣΟΔΙΟΝ ΕΙΣ ΤΑ ΙΩΑΝΝΙΝΑ: [753, 1096, 1248, 1152]
- ministry-item: ΥΠΟΘΕΣΕΙΣ ΕΠΙΘΕΩΡΗΤΩΝ: [264, 1226, 506, 1240]
- theatre-name: ΔΙΟΝΥΣΙΑ: [264, 945, 506, 960]
- small-news-item: ΚΑΠΝΑΙ: [264, 1880, 506, 1895]
- body-text: Ἡ σημερινὴ ἡμέρα ὑπῆρξεν ἐκ τῶν πλέον κρισίμων, διότι ὁ λαὸς ὁλόκληρος συνεκεντρώθη εἰς τὰς πλατείας διὰ νὰ ἐκφράσῃ τὴν ἀγανάκτησίν του, καὶ ἐψηφίσθησαν ψηφίσματα πρὸς τὴν Κυβέρνησιν καὶ τὸν Βασιλέα, δι' ὧν ἐξεφράζετο ἡ ἀπόφασις τοῦ Ἔθνους νὰ μὴ ὑποκύψῃ εἰς τὰς πιέσεις.: [30, 1886, 255, 2015]
- body-text: Ἡ σημερινὴ ἡμέρα ὑπῆρξεν ἐκ τῶν πλέον κρισίμων, διότι ὁ λαὸς ὁλόκληρος συνεκεντρώθη εἰς τὰς πλατείας διὰ νὰ ἐκφράσῃ τὴν ἀγανάκτησίν του, καὶ ἐψηφίσθησαν ψηφίσματα πρὸς τὴν Κυβέρνησιν καὶ τὸν Βασιλέα, δι' ὧν ἐξεφράζετο ἡ ἀπόφασις τοῦ Ἔθνους νὰ μὴ ὑποκύψῃ εἰς τὰς πιέσεις.: [516, 511, 754, 640]
- main-title: ΕΙΔΗΣΕΙΣ ΤΗΣ ΝΥΚΤΟΣ: [519, 147, 1245, 273]
- ministry-item: ΑΝΕΓΕΡΣΙΣ ΔΙΔΑΚΤΗΡΙΩΝ: [264, 1375, 506, 1389]
- ministry-item: ΟΙ ΣΥΝΕΔΡΟΙ ΤΟΥ ΚΑΚΟΥΡΓΟΔΙΚΕΙΟΥ ΑΙΓΙΟΥ: [264, 1524, 506, 1552]
- finance-date: 15 ΝΟΕΜΒΡΙΟΥ: [30, 397, 255, 412]
- finance-money: Νομίσματα.: [30, 712, 255, 726]
- exousias-title: ΣΚΙΑ ΕΞΟΥΣΙΑΣ: [1258, 801, 1554, 819]
- finance-exchange: Συνάλλαγμα.: [30, 728, 255, 743]
- lead-text: Ὁ Λαὸς τῆς Ἑλλάδος, ὁ ὁποῖος δὲν λησμονεῖ τὰς παραδόσεις, ἐπιμένει εἰς τὴν ἀπόλυτον ἄρνησιν νὰ δεχθῇ τὸν ἀφοπλισμὸν τῆς Χώρας.: [516, 424, 754, 508]
- body-text: Ἡ σημερινὴ ἡμέρα ὑπῆρξεν ἐκ τῶν πλέον κρισίμων, διότι ὁ λαὸς ὁλόκληρος συνεκεντρώθη εἰς τὰς πλατείας διὰ νὰ ἐκφράσῃ τὴν ἀγανάκτησίν του, καὶ ἐψηφίσθησαν ψηφίσματα πρὸς τὴν Κυβέρνησιν καὶ τὸν Βασιλέα, δι' ὧν ἐξεφράζετο ἡ ἀπόφασις τοῦ Ἔθνους νὰ μὴ ὑποκύψῃ εἰς τὰς πιέσεις.: [30, 1434, 255, 1563]
- paper-subtitle: ΗΜΕΡΟΛΟΓΙΟΝ: [30, 189, 255, 213]
- finance-stocks: Μετοχαί Τραπεζῶν.: [30, 413, 255, 428]
- theatre-name: ΝΕΟΝ ΘΕΑΤΡΟΝ: [264, 980, 506, 995]
- body-text: Ἡ σημερινὴ ἡμέρα ὑπῆρξεν ἐκ τῶν πλέον κρισίμων, διότι ὁ λαὸς ὁλόκληρος συνεκεντρώθη εἰς τὰς πλατείας διὰ νὰ ἐκφράσῃ τὴν ἀγανάκτησίν του, καὶ ἐψηφίσθησαν ψηφίσματα πρὸς τὴν Κυβέρνησιν καὶ τὸν Βασιλέα, δι' ὧν ἐξεφράζετο ἡ ἀπόφασις τοῦ Ἔθνους νὰ μὴ ὑποκύψῃ εἰς τὰς πιέσεις.: [264, 317, 506, 446]
- theatre-name: ΔΗΜΟΤΙΚΟΝ: [264, 963, 506, 978]
- body-text: Ἡ σημερινὴ ἡμέρα ὑπῆρξεν ἐκ τῶν πλέον κρισίμων, διότι ὁ λαὸς ὁλόκληρος συνεκεντρώθη εἰς τὰς πλατείας διὰ νὰ ἐκφράσῃ τὴν ἀγανάκτησίν του, καὶ ἐψηφίσθησαν ψηφίσματα πρὸς τὴν Κυβέρνησιν καὶ τὸν Βασιλέα, δι' ὧν ἐξεφράζετο ἡ ἀπόφασις τοῦ Ἔθνους νὰ μὴ ὑποκύψῃ εἰς τὰς πιέσεις.: [1258, 1417, 1554, 1518]
- life-subtitle-2: ΔΟΥΝΑΙ ΚΑΙ ΛΑΒΕΙΝ: [30, 851, 255, 873]
- company-title: ΝΕΑ ΕΤΑΙΡΙΑ: [516, 1436, 743, 1457]
- body-text: Ἡ σημερινὴ ἡμέρα ὑπῆρξεν ἐκ τῶν πλέον κρισίμων, διότι ὁ λαὸς ὁλόκληρος συνεκεντρώθη εἰς τὰς πλατείας διὰ νὰ ἐκφράσῃ τὴν ἀγανάκτησίν του, καὶ ἐψηφίσθησαν ψηφίσματα πρὸς τὴν Κυβέρνησιν καὶ τὸν Βασιλέα, δι' ὧν ἐξεφράζετο ἡ ἀπόφασις τοῦ Ἔθνους νὰ μὴ ὑποκύψῃ εἰς τὰς πιέσεις.: [30, 878, 255, 1008]
- body-text: Ἡ σημερινὴ ἡμέρα ὑπῆρξεν ἐκ τῶν πλέον κρισίμων, διότι ὁ λαὸς ὁλόκληρος συνεκεντρώθη εἰς τὰς πλατείας διὰ νὰ ἐκφράσῃ τὴν ἀγανάκτησίν του, καὶ ἐψηφίσθησαν ψηφίσματα πρὸς τὴν Κυβέρνησιν καὶ τὸν Βασιλέα, δι' ὧν ἐξεφράζετο ἡ ἀπόφασις τοῦ Ἔθνους νὰ μὴ ὑποκύψῃ εἰς τὰς πιέσεις.: [1011, 424, 1248, 554]
- headline-4: ΑΘΡΟΑΙ ΔΙΑΜΑΡΤΥΡΙΑΙ ΚΑΙ ΨΗΦΙΣΜΑΤΑ: [516, 401, 1248, 419]
- ad-address: ΑΘΗΝΑΙ, ΟΔΟΣ ΑΙΟΛΟΥ 66: [524, 1255, 735, 1270]
- body-text: Ἡ σημερινὴ ἡμέρα ὑπῆρξεν ἐκ τῶν πλέον κρισίμων, διότι ὁ λαὸς ὁλόκληρος συνεκεντρώθη εἰς τὰς πλατείας διὰ νὰ ἐκφράσῃ τὴν ἀγανάκτησίν του, καὶ ἐψηφίσθησαν ψηφίσματα πρὸς τὴν Κυβέρνησιν καὶ τὸν Βασιλέα, δι' ὧν ἐξεφράζετο ἡ ἀπόφασις τοῦ Ἔθνους νὰ μὴ ὑποκύψῃ εἰς τὰς πιέσεις.: [30, 430, 255, 560]
- body-text: Ἡ σημερινὴ ἡμέρα ὑπῆρξεν ἐκ τῶν πλέον κρισίμων, διότι ὁ λαὸς ὁλόκληρος συνεκεντρώθη εἰς τὰς πλατείας διὰ νὰ ἐκφράσῃ τὴν ἀγανάκτησίν του, καὶ ἐψηφίσθησαν ψηφίσματα πρὸς τὴν Κυβέρνησιν καὶ τὸν Βασιλέα, δι' ὧν ἐξεφράζετο ἡ ἀπόφασις τοῦ Ἔθνους νὰ μὴ ὑποκύψῃ εἰς τὰς πιέσεις.: [264, 140, 506, 269]
- ad-subtitle: ΔΙΑ ΤΑΣ ΚΥΡΙΑΣ ΚΑΙ ΤΑΣ ΔΕΣΠΟΙΝΙΔΑΣ: [524, 1139, 735, 1164]
- body-text: Ἡ σημερινὴ ἡμέρα ὑπῆρξεν ἐκ τῶν πλέον κρισίμων, διότι ὁ λαὸς ὁλόκληρος συνεκεντρώθη εἰς τὰς πλατείας διὰ νὰ ἐκφράσῃ τὴν ἀγανάκτησίν του, καὶ ἐψηφίσθησαν ψηφίσματα πρὸς τὴν Κυβέρνησιν καὶ τὸν Βασιλέα, δι' ὧν ἐξεφράζετο ἡ ἀπόφασις τοῦ Ἔθνους νὰ μὴ ὑποκύψῃ εἰς τὰς πιέσεις.: [524, 1272, 735, 1415]
- small-news-item: ΚΡΑΤΗΣΙΣ ΑΓΥΜΝΟΠΟΙΟΥ: [264, 2178, 506, 2193]
